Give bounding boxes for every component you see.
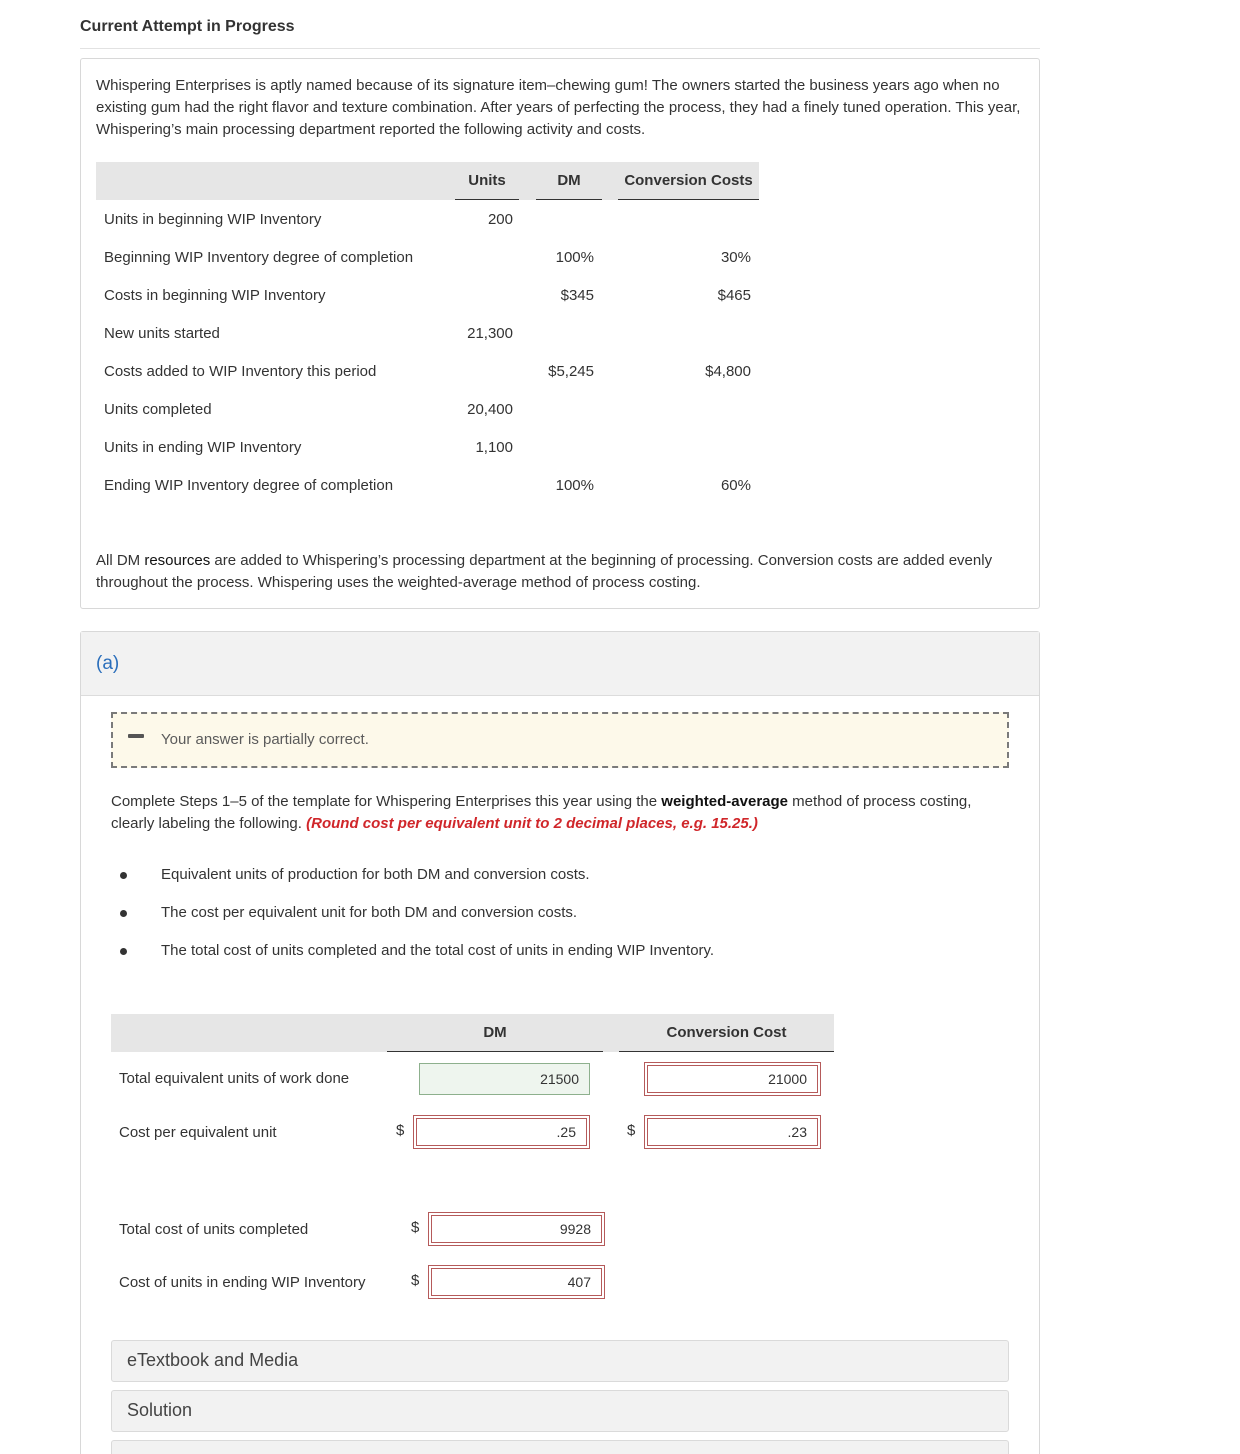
completed-cost-input[interactable] <box>431 1215 602 1243</box>
col-header-dm: DM <box>557 172 581 189</box>
col-underline <box>387 1051 603 1052</box>
problem-notes <box>96 550 1031 594</box>
currency-symbol: $ <box>396 1122 405 1139</box>
table-row-label: New units started <box>104 325 220 342</box>
cell-conversion: $4,800 <box>705 363 751 380</box>
bullet-icon <box>120 910 127 917</box>
bullet-item: The cost per equivalent unit for both DM and conversion costs. <box>161 904 578 921</box>
cell-dm: $345 <box>560 287 594 304</box>
notes-text-a: All DM <box>96 552 145 569</box>
solution-label: Solution <box>127 1400 193 1420</box>
instr-text-b: method of process costing, clearly labeling the following. <box>111 793 972 832</box>
table-row-label: Beginning WIP Inventory degree of completion <box>104 249 414 266</box>
notes-text-b: are added to Whispering’s processing department at the beginning of processing. Conversion costs are added evenly throughout the process. Whispering uses the weighted-average method of process costing. <box>96 552 993 591</box>
col-underline <box>619 1051 834 1052</box>
cell-units: 21,300 <box>467 325 513 342</box>
bullet-icon <box>120 872 127 879</box>
currency-symbol: $ <box>411 1272 420 1289</box>
col-header-conversion: Conversion Costs <box>624 172 753 189</box>
table-row-label: Costs in beginning WIP Inventory <box>104 287 326 304</box>
etextbook-accordion[interactable] <box>111 1340 1009 1382</box>
glossary-term-resources[interactable]: resources <box>144 552 211 569</box>
cost-per-unit-label: Cost per equivalent unit <box>119 1124 277 1141</box>
bullet-item: The total cost of units completed and the total cost of units in ending WIP Inventory. <box>161 942 715 959</box>
instructions <box>111 791 1011 835</box>
bullet-item: Equivalent units of production for both DM and conversion costs. <box>161 866 590 883</box>
cost-per-unit-conversion-input[interactable] <box>647 1118 818 1146</box>
currency-symbol: $ <box>627 1122 636 1139</box>
part-a-header <box>81 632 1039 696</box>
cell-units: 1,100 <box>475 439 513 456</box>
ending-wip-cost-label: Cost of units in ending WIP Inventory <box>119 1274 366 1291</box>
col-underline <box>618 199 759 200</box>
partial-minus-icon <box>128 734 144 738</box>
solution-accordion[interactable] <box>111 1390 1009 1432</box>
answer-col-conversion: Conversion Cost <box>666 1024 787 1041</box>
completed-cost-label: Total cost of units completed <box>119 1221 309 1238</box>
rounding-note: (Round cost per equivalent unit to 2 decimal places, e.g. 15.25.) <box>306 815 758 832</box>
col-header-units: Units <box>468 172 506 189</box>
cell-units: 20,400 <box>467 401 513 418</box>
equiv-units-dm-input[interactable] <box>419 1063 590 1095</box>
feedback-text: Your answer is partially correct. <box>161 731 369 748</box>
ending-wip-cost-input[interactable] <box>431 1268 602 1296</box>
table-row-label: Units in beginning WIP Inventory <box>104 211 322 228</box>
cell-units: 200 <box>487 211 513 228</box>
cell-conversion: 60% <box>720 477 751 494</box>
table-row-label: Units in ending WIP Inventory <box>104 439 302 456</box>
instr-text-a: Complete Steps 1–5 of the template for Whispering Enterprises this year using the <box>111 793 662 810</box>
answer-col-dm: DM <box>483 1024 507 1041</box>
cell-dm: $5,245 <box>548 363 594 380</box>
cell-dm: 100% <box>555 249 594 266</box>
equiv-units-conversion-input[interactable] <box>647 1065 818 1093</box>
cost-per-unit-dm-input[interactable] <box>416 1118 587 1146</box>
header-divider <box>80 48 1040 49</box>
problem-intro: Whispering Enterprises is aptly named because of its signature item–chewing gum! The owners started the business years ago when no existing gum had the right flavor and texture combination. After years of perfecting the process, they had a finely tuned operation. This year, Whispering’s main processing department reported the following activity and costs. <box>96 77 1021 138</box>
cell-conversion: $465 <box>717 287 751 304</box>
table-row-label: Costs added to WIP Inventory this period <box>104 363 377 380</box>
equiv-units-label: Total equivalent units of work done <box>119 1070 350 1087</box>
col-underline <box>455 199 519 200</box>
bullet-icon <box>120 948 127 955</box>
table-row-label: Ending WIP Inventory degree of completion <box>104 477 394 494</box>
etextbook-label: eTextbook and Media <box>127 1350 299 1370</box>
attempt-title: Current Attempt in Progress <box>80 18 295 35</box>
part-label: (a) <box>96 653 120 674</box>
table-row-label: Units completed <box>104 401 212 418</box>
cell-conversion: 30% <box>720 249 751 266</box>
cell-dm: 100% <box>555 477 594 494</box>
col-underline <box>536 199 602 200</box>
next-accordion[interactable] <box>111 1440 1009 1454</box>
currency-symbol: $ <box>411 1219 420 1236</box>
instr-emphasis: weighted-average <box>661 793 789 810</box>
